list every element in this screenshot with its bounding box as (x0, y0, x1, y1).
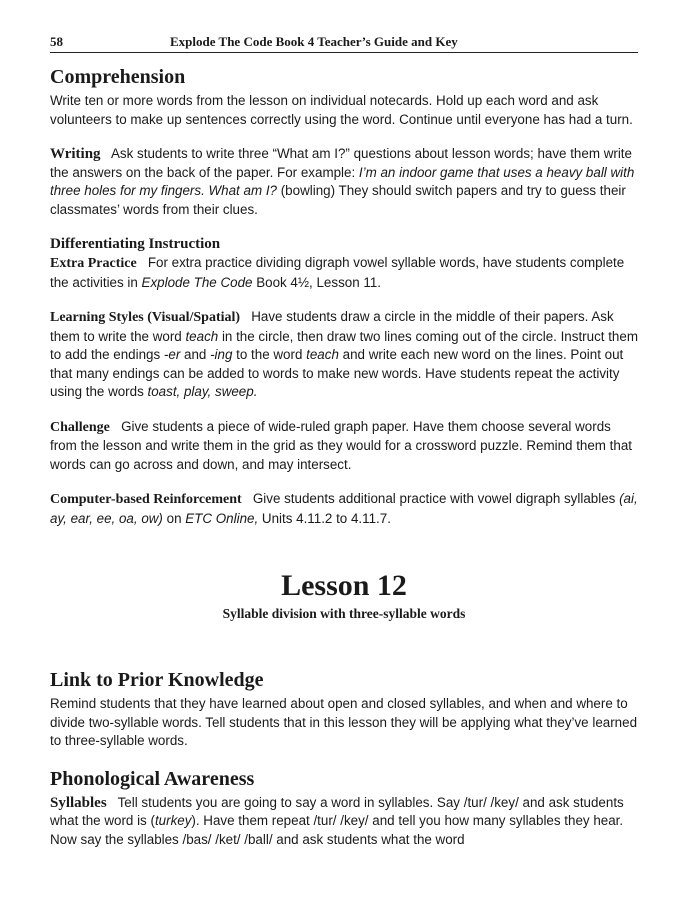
learning-styles-i5: toast, play, sweep. (147, 384, 258, 399)
syllables-paragraph (50, 794, 638, 850)
computer-lead: Computer-based Reinforcement (50, 492, 242, 507)
learning-styles-paragraph (50, 308, 638, 402)
syllables-i1: turkey (154, 813, 192, 828)
extra-practice-italic: Explode The Code (141, 274, 253, 290)
learning-styles-t2: in the circle, then draw two lines coming out of the circle. Instruct them to add the endings (50, 328, 638, 362)
challenge-text: Give students a piece of wide-ruled graph paper. Have them choose several words from the lesson and write them in the grid as they would for a crossword puzzle. Remind them that words can go across and down, and may intersect. (50, 418, 633, 472)
learning-styles-t1: Have students draw a circle in the middle of their papers. Ask them to write the word (50, 309, 614, 344)
syllables-t2: ). Have them repeat /tur/ /key/ and tell you how many syllables they hear. Now say the syllables /bas/ /ket/ /ball/ and ask students what the word (50, 813, 624, 847)
phonological-section (50, 767, 638, 850)
page-number: 58 (50, 34, 63, 49)
learning-styles-t5: and write each new word on the lines. Point out that many endings can be added to words to make new words. Have students repeat the activity using the words (50, 347, 624, 399)
link-prior-text: Remind students that they have learned about open and closed syllables, and when and where to divide two-syllable words. Tell students that in this lesson they will be applying what they’ve learned to three-syllable words. (50, 696, 638, 748)
challenge-paragraph (50, 418, 638, 475)
learning-styles-i1: teach (185, 328, 219, 344)
computer-t1: Give students additional practice with vowel digraph syllables (252, 491, 620, 506)
syllables-lead: Syllables (50, 794, 107, 811)
learning-styles-t3: and (180, 347, 211, 362)
link-prior-heading: Link to Prior Knowledge (50, 669, 264, 691)
learning-styles-i3: -ing (210, 347, 233, 362)
lesson-title: Lesson 12 (281, 569, 407, 602)
writing-text-1: Ask students to write three “What am I?” questions about lesson words; have them write the answers on the back of the paper. For example: (50, 146, 632, 180)
learning-styles-i4: teach (306, 347, 339, 362)
computer-t3: Units 4.11.2 to 4.11.7. (258, 510, 391, 526)
link-prior-section (50, 668, 638, 751)
writing-text-2: (bowling) They should switch papers and try to guess their classmates’ words from their clues. (50, 183, 626, 217)
learning-styles-i2: -er (163, 347, 181, 362)
comprehension-section (50, 65, 638, 129)
page (50, 32, 638, 849)
challenge-lead: Challenge (50, 419, 110, 435)
computer-i1: (ai, ay, ear, ee, oa, ow) (50, 491, 638, 526)
learning-styles-lead: Learning Styles (Visual/Spatial) (50, 310, 241, 325)
computer-i2: ETC Online, (185, 510, 259, 526)
differentiating-section (50, 235, 638, 292)
computer-t2: on (162, 510, 186, 526)
learning-styles-t4: to the word (232, 347, 307, 362)
running-head (50, 32, 638, 53)
writing-paragraph (50, 145, 638, 219)
syllables-t1: Tell students you are going to say a word in syllables. Say /tur/ /key/ and ask students what the word is ( (50, 794, 624, 828)
comprehension-text: Write ten or more words from the lesson on individual notecards. Hold up each word and ask volunteers to make up sentences correctly using the word. Continue until everyone has had a turn. (50, 93, 633, 127)
comprehension-heading: Comprehension (50, 66, 186, 88)
lesson-subtitle: Syllable division with three-syllable words (222, 606, 466, 621)
extra-practice-lead: Extra Practice (50, 256, 137, 271)
phonological-heading: Phonological Awareness (50, 767, 255, 790)
book-title: Explode The Code Book 4 Teacher’s Guide and Key (170, 34, 458, 49)
writing-italic: I’m an indoor game that uses a heavy ball with three holes for my fingers. What am I? (50, 164, 635, 198)
extra-practice-text-2: Book 4½, Lesson 11. (252, 274, 382, 290)
differentiating-heading: Differentiating Instruction (50, 236, 221, 252)
extra-practice-paragraph (50, 254, 638, 292)
writing-lead: Writing (50, 146, 101, 162)
extra-practice-text-1: For extra practice dividing digraph vowel syllable words, have students complete the activities in (50, 255, 625, 290)
computer-paragraph (50, 490, 638, 528)
